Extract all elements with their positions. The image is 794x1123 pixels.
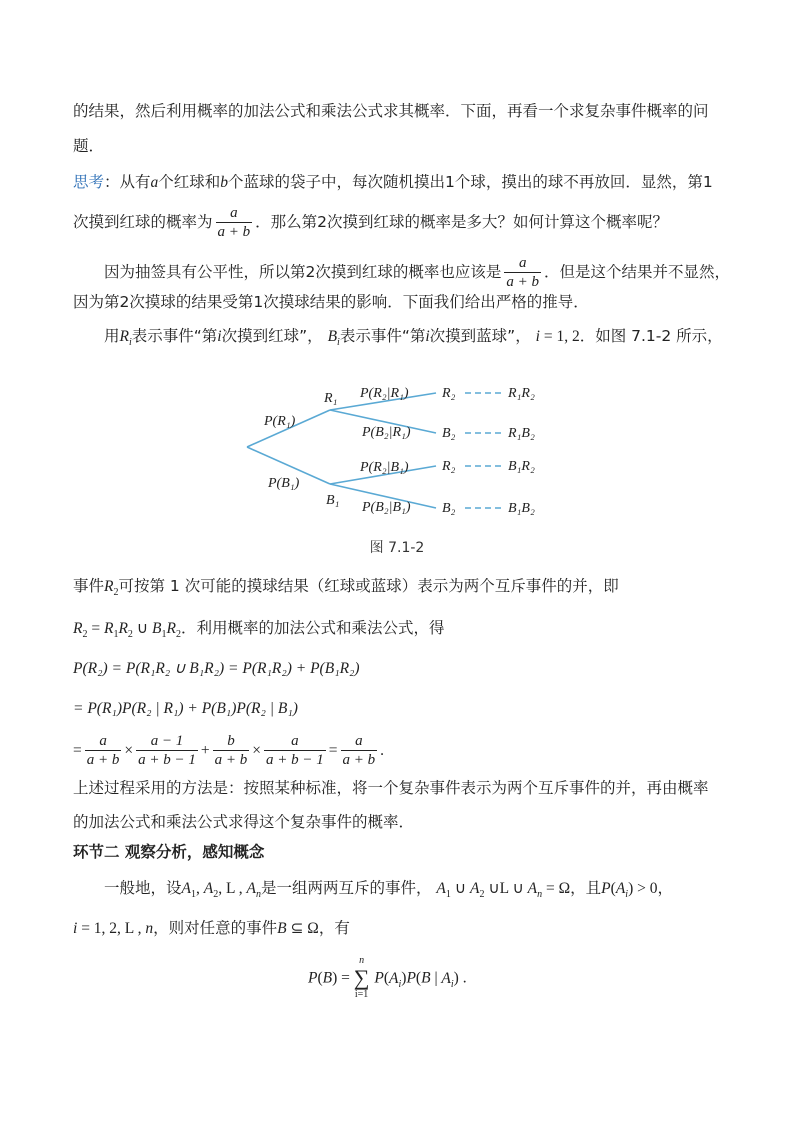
equation-line-3: = $\frac{a}{a + b}$ × $\frac{a - 1}{a + b - 1}$ + $\frac{b}{a + b}$ × $\frac{a}{a + b - 1}$ = $\frac{a}{a + b}$ . bbox=[73, 733, 384, 768]
node-r1: R₁ bbox=[324, 391, 338, 406]
label-p-r2-b1: P(R₂|B₁) bbox=[360, 460, 409, 475]
node-b1: B₁ bbox=[326, 493, 340, 508]
paragraph-1-line-1: 的结果，然后利用概率的加法公式和乘法公式求其概率．下面，再看一个求复杂事件概率的问 bbox=[73, 102, 709, 120]
fraction-a-over-a-plus-b-2: $\frac{a}{a + b}$ bbox=[506, 255, 539, 290]
paragraph-6-line-1: 一般地，设$A_1$, $A_2$, L , $A_n$是一组两两互斥的事件， $A_1$ ∪ $A_2$ ∪L ∪ $A_n = \Omega$，且$P(A_i) > 0$， bbox=[104, 879, 673, 901]
equation-line-2: = P(R₁)P(R₂ | R₁) + P(B₁)P(R₂ | B₁) bbox=[73, 700, 298, 717]
think-line-1: 思考：从有a个红球和b个蓝球的袋子中，每次随机摸出1个球，摸出的球不再放回．显然，第1 bbox=[73, 173, 713, 191]
paragraph-4-line-2: $R_2 = R_1R_2$ ∪ $B_1R_2$．利用概率的加法公式和乘法公式，得 bbox=[73, 619, 445, 641]
paragraph-6-line-2: i = 1, 2, L , n，则对任意的事件B ⊆ Ω，有 bbox=[73, 919, 350, 937]
total-probability-formula: P(B) = n ∑ i=1 $P(A_i)P(B$ | $A_i$) . bbox=[308, 955, 467, 1000]
result-r1r2: R₁R₂ bbox=[508, 386, 535, 401]
label-p-b2-r1: P(B₂|R₁) bbox=[362, 425, 411, 440]
think-tag: 思考 bbox=[73, 173, 105, 191]
paragraph-5-line-2: 的加法公式和乘法公式求得这个复杂事件的概率． bbox=[73, 813, 415, 831]
figure-caption: 图 7.1-2 bbox=[369, 540, 425, 556]
paragraph-4-line-1: 事件$R_2$可按第 1 次可能的摸球结果（红球或蓝球）表示为两个互斥事件的并，即 bbox=[73, 577, 619, 599]
outcome-r2-a: R₂ bbox=[442, 386, 456, 401]
outcome-r2-b: R₂ bbox=[442, 459, 456, 474]
think-line-2: 次摸到红球的概率为 $\frac{a}{a + b}$ ．那么第2次摸到红球的概率是多大？如何计算这个概率呢？ bbox=[73, 205, 669, 240]
probability-tree-diagram bbox=[230, 370, 560, 530]
section-heading: 环节二 观察分析，感知概念 bbox=[73, 843, 265, 861]
paragraph-3-line-1: 用$R_i$表示事件“第i次摸到红球”， $B_i$表示事件“第i次摸到蓝球”， i = 1, 2．如图 7.1-2 所示， bbox=[104, 327, 723, 349]
paragraph-1-line-2: 题． bbox=[73, 137, 105, 155]
paragraph-2-line-2: 因为第2次摸球的结果受第1次摸球结果的影响．下面我们给出严格的推导． bbox=[73, 293, 589, 311]
result-r1b2: R₁B₂ bbox=[508, 426, 535, 441]
outcome-b2-a: B₂ bbox=[442, 426, 456, 441]
label-p-b1: P(B₁) bbox=[268, 476, 300, 491]
label-p-r2-r1: P(R₂|R₁) bbox=[360, 386, 409, 401]
label-p-b2-b1: P(B₂|B₁) bbox=[362, 500, 411, 515]
result-b1b2: B₁B₂ bbox=[508, 501, 535, 516]
fraction-a-over-a-plus-b: $\frac{a}{a + b}$ bbox=[217, 205, 251, 240]
equation-line-1: P(R₂) = P(R₁R₂ ∪ B₁R₂) = P(R₁R₂) + P(B₁R₂) bbox=[73, 660, 360, 677]
label-p-r1: P(R₁) bbox=[264, 414, 296, 429]
paragraph-2-line-1: 因为抽签具有公平性，所以第2次摸到红球的概率也应该是 $\frac{a}{a + b}$ ．但是这个结果并不显然， bbox=[104, 255, 731, 290]
outcome-b2-b: B₂ bbox=[442, 501, 456, 516]
result-b1r2: B₁R₂ bbox=[508, 459, 535, 474]
paragraph-5-line-1: 上述过程采用的方法是：按照某种标准，将一个复杂事件表示为两个互斥事件的并，再由概率 bbox=[73, 779, 709, 797]
